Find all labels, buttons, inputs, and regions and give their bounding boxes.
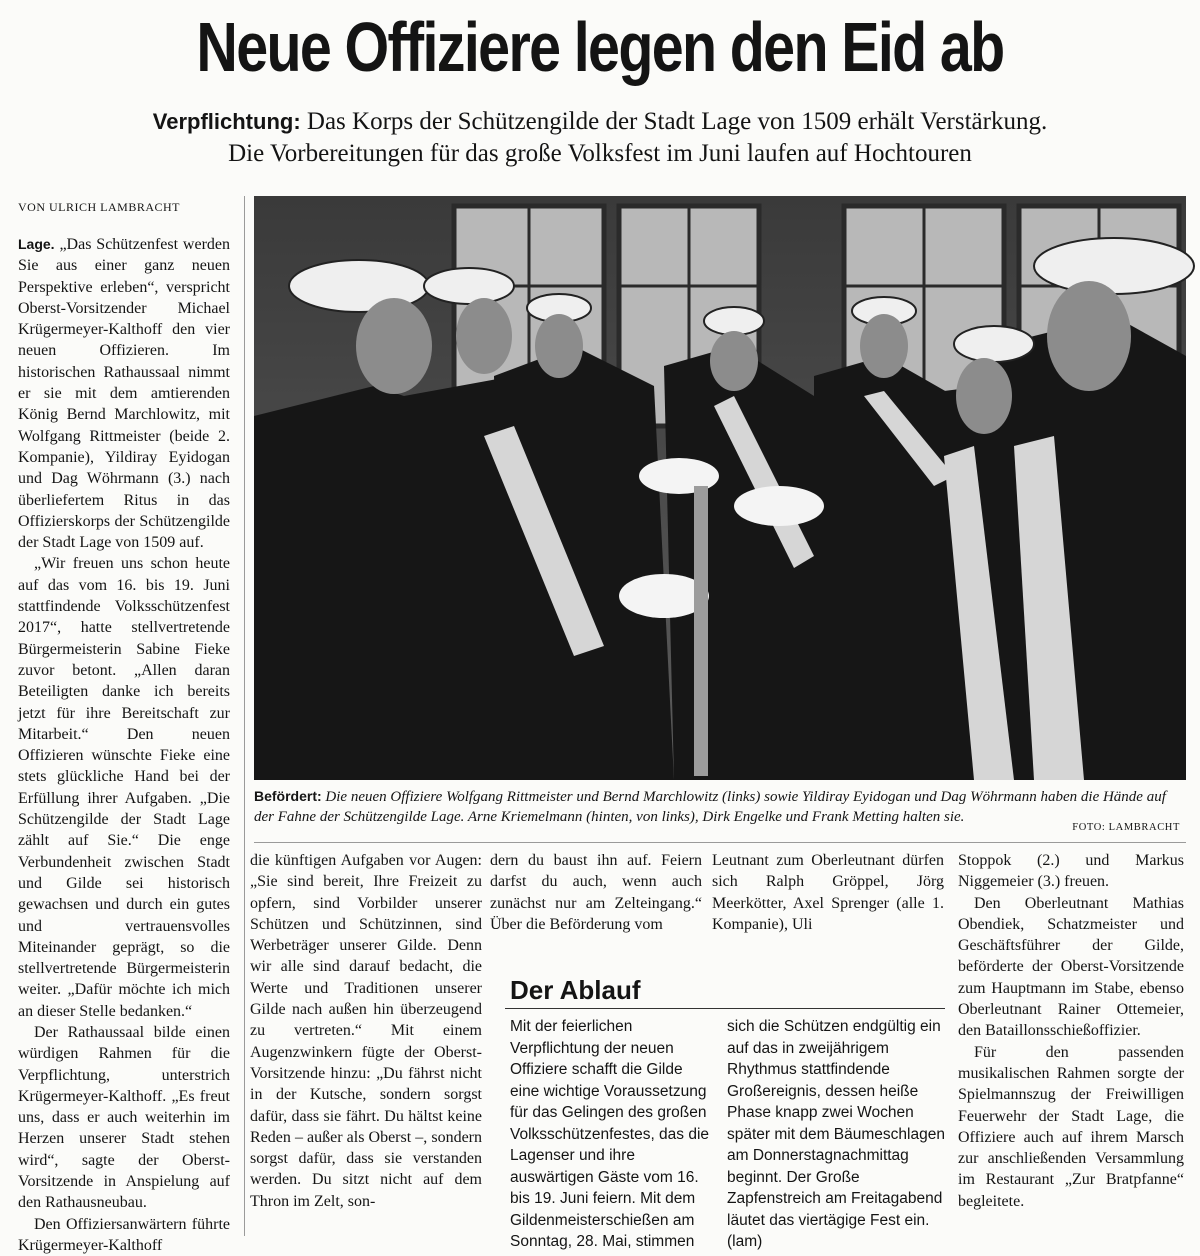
paragraph: die künftigen Aufgaben vor Augen: „Sie sind bereit, Ihre Freizeit zu opfern, sind Vorbilder unserer Schützen und Schützinnen, sind Werbeträger unserer Gilde. Denn wir alle sind darauf bedacht, die Werte und Traditionen unserer Gilde nach außen hin überzeugend zu vertreten.“ Mit einem Augenzwinkern fügte der Oberst-Vorsitzende hinzu: „Du fährst nicht in der Kutsche, sondern sorgst dafür, dass sie fährt. Du hältst keine Reden – außer als Oberst –, sondern sorgst dafür, dass sie verstanden werden. Du sitzt nicht auf dem Thron im Zelt, son- [250, 852, 482, 1210]
paragraph: Leutnant zum Oberleutnant dürfen sich Ralph Gröppel, Jörg Meerkötter, Axel Sprenger (alle 1. Kompanie), Uli [712, 852, 944, 933]
paragraph: dern du baust ihn auf. Feiern darfst du auch, wenn auch zunächst nur am Zelteingang.“ Über die Beförderung vom [490, 852, 702, 933]
subheadline [0, 106, 1200, 170]
paragraph [18, 234, 230, 553]
subhead-line-2: Die Vorbereitungen für das große Volksfest im Juni laufen auf Hochtouren [228, 140, 972, 167]
paragraph: Den Oberleutnant Mathias Obendiek, Schatzmeister und Geschäftsführer der Gilde, beförderte der Oberst-Vorsitzende zum Hauptmann im Stabe, ebenso Oberleutnant Rainer Ottemeier, den Bataillonsschießoffizier. [958, 894, 1184, 1040]
column-rule [244, 196, 245, 1236]
paragraph: „Wir freuen uns schon heute auf das vom 16. bis 19. Juni stattfindende Volksschützenfest 2017“, hatte stellvertretende Bürgermeisterin Sabine Fieke zuvor betont. „Allen daran Beteiligten danke ich bereits jetzt für ihre Bereitschaft zur Mitarbeit.“ Den neuen Offizieren wünschte Fieke eine stets glückliche Hand bei der Erfüllung ihrer Aufgaben. „Die Schützengilde der Stadt Lage zählt auf Sie.“ Die enge Verbundenheit zwischen Stadt und Gilde sei historisch gewachsen und durch ein gutes und vertrauensvolles Miteinander geprägt, so die stellvertretende Bürgermeisterin weiter. „Dafür möchte ich mich an dieser Stelle bedanken.“ [18, 555, 230, 1020]
infobox-rule [505, 1008, 945, 1009]
photo-illustration [254, 196, 1186, 780]
paragraph: Der Rathaussaal bilde einen würdigen Rahmen für die Verpflichtung, unterstrich Krügermeyer-Kalthoff. „Es freut uns, dass er auch weiterhin im Herzen unserer Stadt stehen wird“, sagte der Oberst-Vorsitzende in Anspielung auf den Rathausneubau. [18, 1023, 230, 1212]
article-column-4 [712, 850, 944, 935]
paragraph: Stoppok (2.) und Markus Niggemeier (3.) freuen. [958, 852, 1184, 891]
infobox-column-b [727, 1016, 945, 1253]
article-column-2 [250, 850, 482, 1240]
paragraph: Den Offiziersanwärtern führte Krügermeyer-Kalthoff [18, 1215, 230, 1254]
caption-text: Die neuen Offiziere Wolfgang Rittmeister und Bernd Marchlowitz (links) sowie Yildiray Eyidogan und Dag Wöhrmann haben die Hände auf der Fahne der Schützengilde Lage. Arne Kriemelmann (hinten, von links), Dirk Engelke und Frank Metting halten sie. [254, 789, 1166, 825]
article-column-5 [958, 850, 1184, 1240]
article-photo [254, 196, 1186, 780]
caption-label: Befördert: [254, 788, 322, 804]
paragraph: Für den passenden musikalischen Rahmen sorgte der Spielmannszug der Freiwilligen Feuerwehr der Stadt Lage, die Offiziere auch auf ihrem Marsch zur anschließenden Versammlung im Restaurant „Zur Bratpfanne“ begleitete. [958, 1043, 1184, 1210]
infobox-text: sich die Schützen endgültig ein auf das in zweijährigem Rhythmus stattfindende Großereignis, dessen heiße Phase knapp zwei Wochen später mit dem Bäumeschlagen am Donnerstagnachmittag beginnt. Der Große Zapfenstreich am Freitagabend läutet das viertägige Fest ein. (lam) [727, 1018, 945, 1250]
headline: Neue Offiziere legen den Eid ab [196, 8, 1004, 86]
caption-rule [254, 842, 1186, 843]
infobox-title: Der Ablauf [510, 975, 641, 1005]
dateline: Lage. [18, 236, 55, 252]
photo-caption [254, 786, 1186, 833]
article-column-1 [18, 234, 230, 1254]
infobox-column-a [510, 1016, 715, 1253]
article-column-3 [490, 850, 702, 935]
subhead-line-1: Das Korps der Schützengilde der Stadt Lage von 1509 erhält Verstärkung. [300, 108, 1048, 135]
infobox-text: Mit der feierlichen Verpflichtung der neuen Offiziere schafft die Gilde eine wichtige Voraussetzung für das Gelingen des großen Volksschützenfestes, das die Lagenser und ihre auswärtigen Gäste vom 16. bis 19. Juni feiern. Mit dem Gildenmeisterschießen am Sonntag, 28. Mai, stimmen [510, 1018, 710, 1250]
kicker: Verpflichtung: [152, 109, 301, 134]
byline: VON ULRICH LAMBRACHT [18, 200, 181, 214]
paragraph-text: „Das Schützenfest werden Sie aus einer ganz neuen Perspektive erleben“, verspricht Oberst-Vorsitzender Michael Krügermeyer-Kalthoff den vier neuen Offizieren. Im historischen Rathaussaal nimmt er sie mit dem amtierenden König Bernd Marchlowitz, mit Wolfgang Rittmeister (beide 2. Kompanie), Yildiray Eyidogan und Dag Wöhrmann (3.) nach überliefertem Ritus in das Offizierskorps der Schützengilde der Stadt Lage von 1509 auf. [18, 236, 230, 552]
photo-credit: FOTO: LAMBRACHT [1072, 822, 1180, 833]
